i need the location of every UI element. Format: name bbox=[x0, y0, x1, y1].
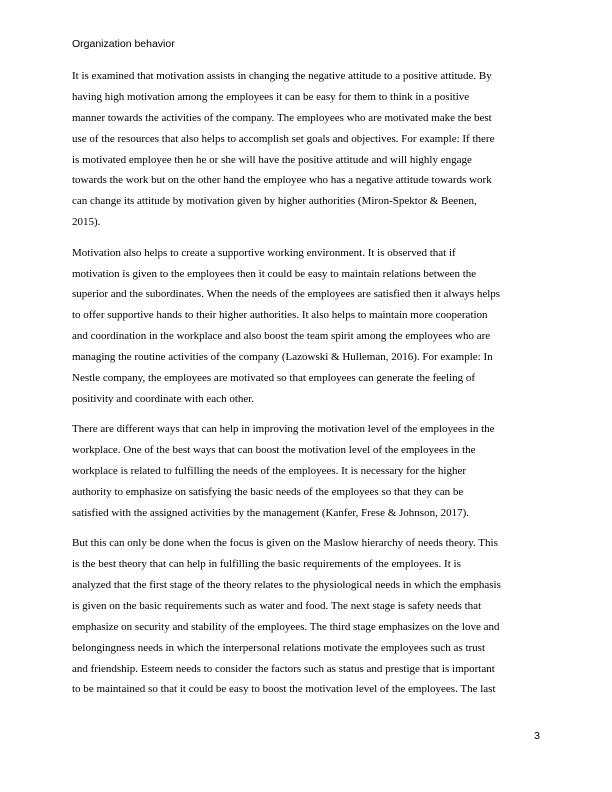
body-text bbox=[72, 66, 546, 710]
text-line: and friendship. Esteem needs to consider the factors such as status and prestige that is important bbox=[72, 662, 495, 675]
paragraph-2 bbox=[72, 243, 546, 410]
text-line: authority to emphasize on satisfying the basic needs of the employees so that they can be bbox=[72, 485, 464, 498]
text-line: having high motivation among the employees it can be easy for them to think in a positive bbox=[72, 90, 470, 103]
paragraph-1 bbox=[72, 66, 546, 233]
text-line: workplace. One of the best ways that can boost the motivation level of the employees in the bbox=[72, 444, 476, 457]
text-line: workplace is related to fulfilling the needs of the employees. It is necessary for the higher bbox=[72, 465, 467, 478]
text-line: superior and the subordinates. When the needs of the employees are satisfied then it always helps bbox=[72, 288, 501, 301]
text-line: Nestle company, the employees are motivated so that employees can generate the feeling of bbox=[72, 371, 476, 384]
text-line: to be maintained so that it could be easy to boost the motivation level of the employees. The last bbox=[72, 683, 496, 696]
text-line: positivity and coordinate with each other. bbox=[72, 392, 255, 405]
text-line: 2015). bbox=[72, 216, 101, 229]
text-line: can change its attitude by motivation given by higher authorities (Miron-Spektor & Beenen, bbox=[72, 195, 477, 208]
text-line: analyzed that the first stage of the theory relates to the physiological needs in which the emphasis bbox=[72, 578, 501, 591]
paragraph-3 bbox=[72, 419, 546, 523]
text-line: use of the resources that also helps to accomplish set goals and objectives. For example: If there bbox=[72, 132, 495, 145]
text-line: is the best theory that can help in fulfilling the basic requirements of the employees. It is bbox=[72, 558, 461, 571]
text-line: Motivation also helps to create a supportive working environment. It is observed that if bbox=[72, 246, 456, 259]
text-line: to offer supportive hands to their higher authorities. It also helps to maintain more cooperation bbox=[72, 309, 488, 322]
text-line: is given on the basic requirements such as water and food. The next stage is safety needs that bbox=[72, 599, 482, 612]
text-line: emphasize on security and stability of the employees. The third stage emphasizes on the love and bbox=[72, 620, 500, 633]
page-number: 3 bbox=[534, 730, 540, 742]
paragraph-4 bbox=[72, 533, 546, 700]
running-header: Organization behavior bbox=[72, 38, 175, 50]
text-line: belongingness needs in which the interpersonal relations motivate the employees such as trust bbox=[72, 641, 486, 654]
text-line: towards the work but on the other hand the employee who has a negative attitude towards work bbox=[72, 174, 492, 187]
text-line: motivation is given to the employees then it could be easy to maintain relations between the bbox=[72, 267, 477, 280]
text-line: is motivated employee then he or she will have the positive attitude and will highly engage bbox=[72, 153, 472, 166]
text-line: and coordination in the workplace and also boost the team spirit among the employees who are bbox=[72, 330, 491, 343]
text-line: There are different ways that can help in improving the motivation level of the employees in the bbox=[72, 423, 495, 436]
text-line: satisfied with the assigned activities by the management (Kanfer, Frese & Johnson, 2017). bbox=[72, 506, 469, 519]
text-line: managing the routine activities of the company (Lazowski & Hulleman, 2016). For example: In bbox=[72, 351, 493, 364]
text-line: It is examined that motivation assists in changing the negative attitude to a positive attitude. By bbox=[72, 70, 492, 82]
text-line: manner towards the activities of the company. The employees who are motivated make the best bbox=[72, 111, 492, 124]
text-line: But this can only be done when the focus is given on the Maslow hierarchy of needs theory. This bbox=[72, 537, 498, 550]
